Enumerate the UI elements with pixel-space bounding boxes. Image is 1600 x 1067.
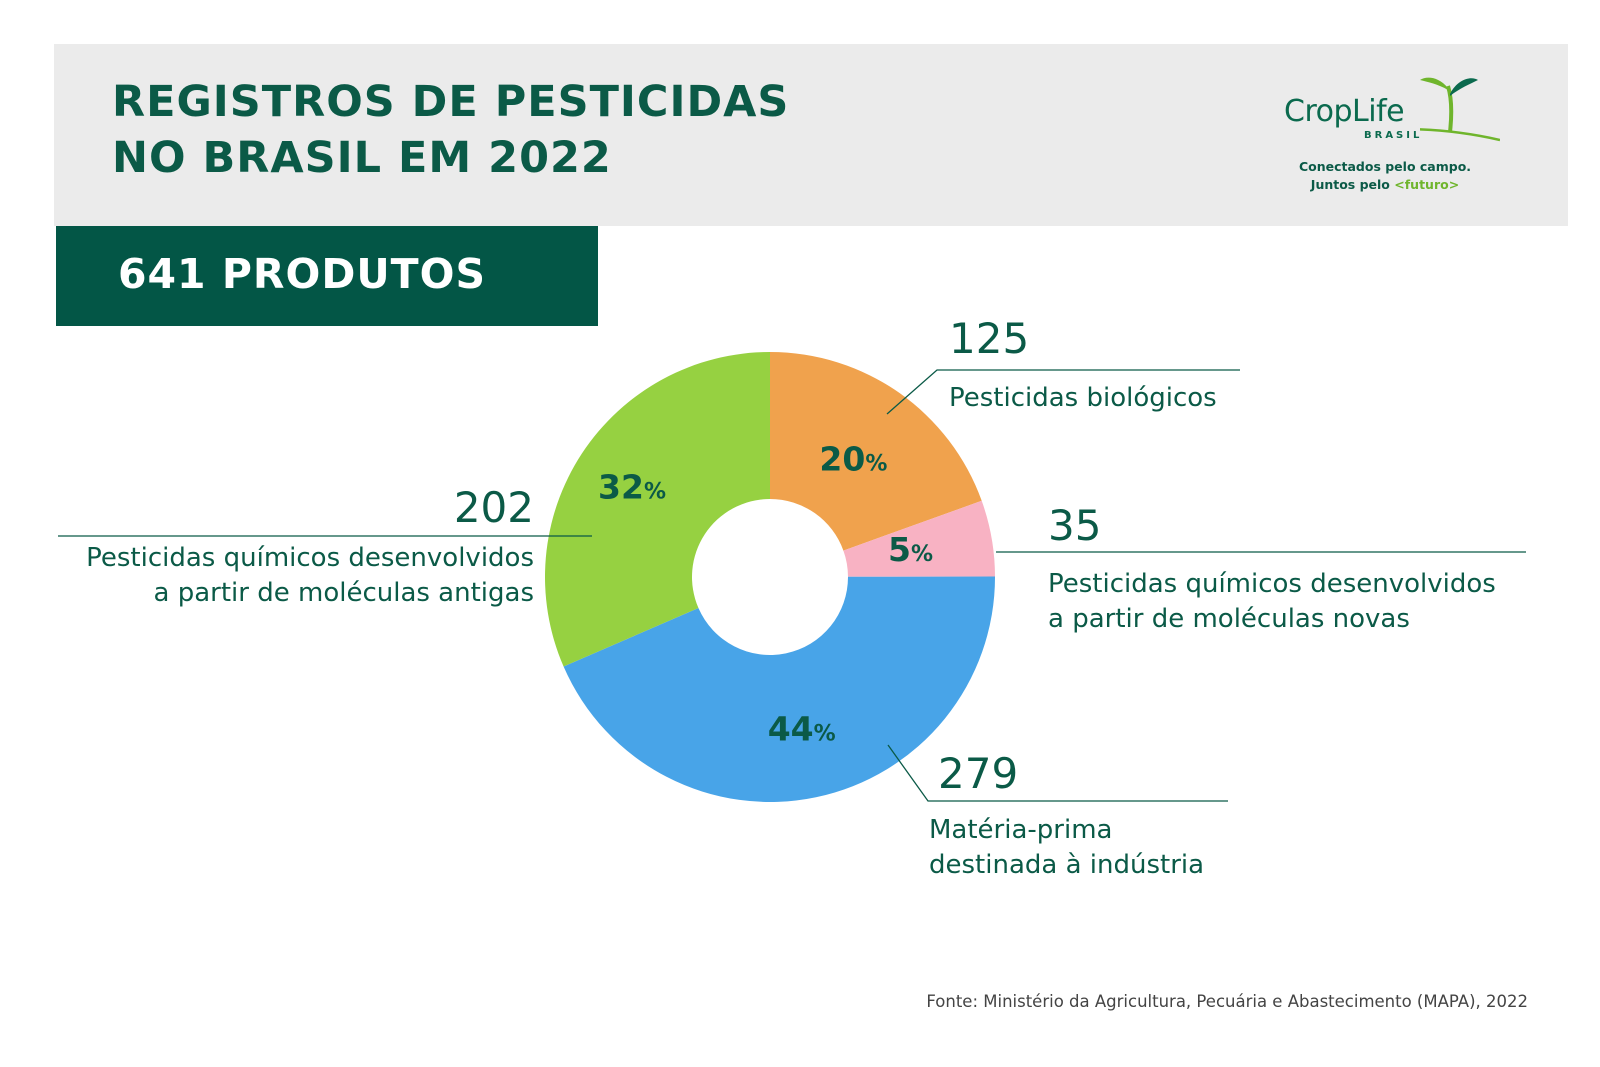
source-note: Fonte: Ministério da Agricultura, Pecuária e Abastecimento (MAPA), 2022 — [926, 992, 1528, 1011]
donut-slice-3 — [545, 352, 770, 667]
title-line-2: NO BRASIL EM 2022 — [112, 133, 612, 183]
category-label-3-1: a partir de moléculas antigas — [153, 578, 534, 608]
category-label-2-1: destinada à indústria — [929, 850, 1205, 880]
value-label-1: 35 — [1048, 501, 1102, 550]
logo-subname: BRASIL — [1364, 130, 1423, 141]
value-label-3: 202 — [453, 483, 534, 532]
banner-text: 641 PRODUTOS — [118, 250, 487, 298]
category-label-1-0: Pesticidas químicos desenvolvidos — [1048, 569, 1496, 599]
percent-sign-1: % — [911, 541, 934, 567]
percent-sign-3: % — [643, 479, 667, 505]
tagline-highlight: <futuro> — [1394, 177, 1460, 192]
percent-sign-0: % — [865, 451, 888, 477]
percent-value-0: 20 — [819, 439, 866, 479]
tagline-prefix: Juntos pelo — [1310, 177, 1395, 192]
percent-sign-2: % — [813, 721, 836, 747]
category-label-3-0: Pesticidas químicos desenvolvidos — [86, 543, 534, 573]
value-label-2: 279 — [938, 749, 1019, 798]
tagline-line-1: Conectados pelo campo. — [1298, 159, 1472, 174]
logo-wordmark: CropLife — [1284, 94, 1405, 129]
category-label-2-0: Matéria-prima — [929, 815, 1113, 845]
category-label-0-0: Pesticidas biológicos — [949, 383, 1217, 413]
title-line-1: REGISTROS DE PESTICIDAS — [112, 77, 790, 127]
percent-value-1: 5 — [888, 529, 911, 569]
category-label-1-1: a partir de moléculas novas — [1048, 604, 1410, 634]
percent-value-3: 32 — [598, 467, 644, 507]
percent-value-2: 44 — [767, 709, 814, 749]
value-label-0: 125 — [949, 314, 1030, 363]
